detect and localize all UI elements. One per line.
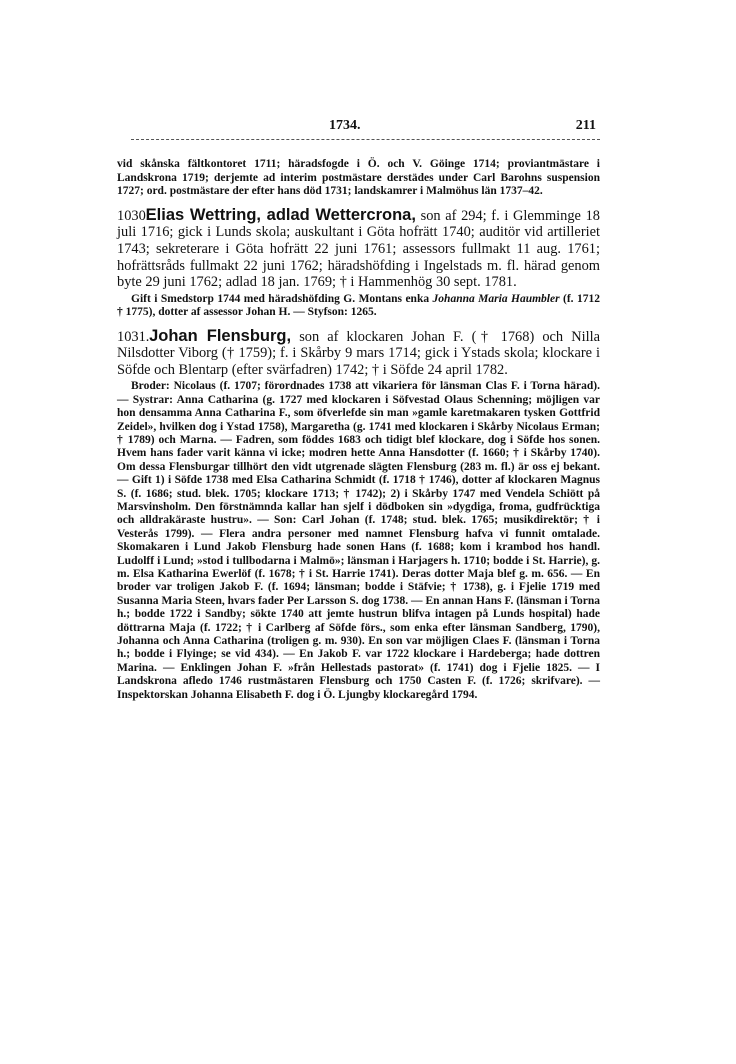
entry-number: 1030. xyxy=(117,207,150,224)
entry-number: 1031. xyxy=(117,328,150,345)
note-text: Gift i Smedstorp 1744 med häradshöfding G. Montans enka xyxy=(131,292,430,305)
entry-1030-note xyxy=(117,293,600,320)
entry-body: son af 294; f. i Glemminge 18 juli 1716; gick i Lunds skola; auskultant i Göta hofrätt 1740; auditör vid artilleriet 1743; sekreterare i Göta hofrätt 22 juni 1761; assessors fullmakt 11 aug. 1761; hofrättsråds fullmakt 22 juni 1762; häradshöfding i Ingelstads m. fl. härad genom byte 29 juni 1762; adlad 18 jan. 1769; † i Hammenhög 30 sept. 1781. xyxy=(117,207,600,291)
entry-1030 xyxy=(117,207,600,291)
entry-name: Johan Flensburg, xyxy=(149,326,292,345)
page-header xyxy=(117,112,600,136)
header-rule xyxy=(131,139,600,140)
entry-name: Elias Wettring, adlad Wettercrona, xyxy=(145,205,416,224)
running-head-year: 1734. xyxy=(329,118,361,133)
book-page xyxy=(117,112,600,702)
entry-1031-note: Broder: Nicolaus (f. 1707; förordnades 1738 att vikariera för länsman Clas F. i Torna härad). — Systrar: Anna Catharina (g. 1727 med klockaren i Söfvestad Olaus Schenning; möjligen var hon densamma Anna Catharina F., som öfverlefde sin man »gamle karetmakaren tysken Gottfrid Zeidel», hvilken dog i Ystad 1758), Margaretha (g. 1741 med klockaren i Skårby Nicolaus Erman; † 1789) och Marna. — Fadren, som föddes 1683 och tidigt blef klockare, dog i Söfde hos sonen. Hvem hans fader varit känna vi icke; modren hette Anna Hansdotter (f. 1660; † i Skårby 1740). Om dessa Flensburgar tillhört den vidt utgrenade slägten Flensburg (283 m. fl.) är oss ej bekant. — Gift 1) i Söfde 1738 med Elsa Catharina Schmidt (f. 1718 † 1746), dotter af klockaren Magnus S. (f. 1686; stud. blek. 1705; klockare 1713; † 1742); 2) i Skårby 1747 med Vendela Schiött på Marsvinsholm. Den förstnämnda kallar han sjelf i dödboken sin »dygdiga, froma, gudfrücktiga och alldrakäraste hustru». — Son: Carl Johan (f. 1748; stud. blek. 1765; musikdirektör; † i Vesterås 1799). — Flera andra personer med namnet Flensburg hafva vi funnit omtalade. Skomakaren i Lund Jakob Flensburg hade sonen Hans (f. 1688; kom i krambod hos handl. Ludolff i Lund; »stod i tullbodarna i Malmö»; länsman i Harjagers h. 1710; bodde i St. Harrie), g. m. Elsa Katharina Ewerlöf (f. 1678; † i St. Harrie 1741). Deras dotter Maja blef g. m. 656. — En broder var troligen Jakob F. (f. 1694; länsman; bodde i Stäfvie; † 1738), g. i Fjelie 1719 med Susanna Maria Steen, hvars fader Per Larsson S. dog 1738. — En annan Hans F. (länsman i Torna h.; bodde 1722 i Sandby; sökte 1740 att jemte hustrun blifva intagen på Lunds hospital) hade döttrarna Maja (f. 1722; † i Carlberg af Söfde förs., som enka efter länsman Sandberg, 1790), Johanna och Anna Catharina (troligen g. m. 930). En son var möjligen Claes F. (länsman i Torna h.; bodde i Flyinge; se vid 434). — En Jakob F. var 1722 klockare i Hardeberga; hade dottren Marina. — Enklingen Johan F. »från Hellestads pastorat» (f. 1741) dog i Fjelie 1825. — I Landskrona afledo 1746 rustmästaren Flensburg och 1750 Casten F. (f. 1726; skrifvare). — Inspektorskan Johanna Elisabeth F. dog i Ö. Ljungby klockaregård 1794. xyxy=(117,380,600,701)
page-number: 211 xyxy=(575,118,596,133)
continuation-paragraph: vid skånska fältkontoret 1711; häradsfogde i Ö. och V. Göinge 1714; proviantmästare i Landskrona 1719; derjemte ad interim postmästare derstädes under Carl Barohns suspension 1727; ord. postmästare der efter hans död 1731; landskamrer i Malmöhus län 1737–42. xyxy=(117,158,600,198)
note-name: Johanna Maria Haumbler xyxy=(432,292,560,305)
entry-1031 xyxy=(117,328,600,379)
note-text: (f. 1712 † 1775), dotter af assessor Johan H. — Styfson: 1265. xyxy=(117,292,600,319)
entry-body: son af klockaren Johan F. († 1768) och Nilla Nilsdotter Viborg († 1759); f. i Skårby 9 mars 1714; gick i Ystads skola; klockare i Söfde och Blentarp (efter svärfadren) 1742; † i Söfde 24 april 1782. xyxy=(117,328,600,378)
